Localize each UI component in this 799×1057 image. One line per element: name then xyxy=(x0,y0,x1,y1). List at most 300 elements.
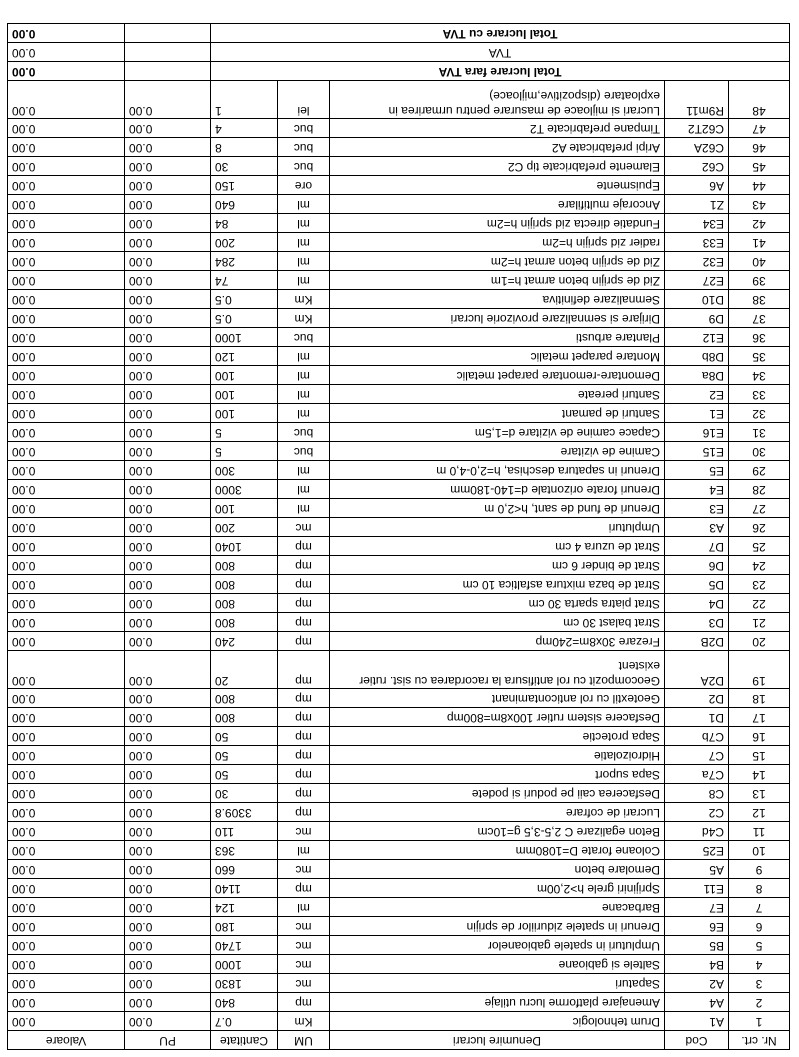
cell-cantitate: 8 xyxy=(211,138,278,157)
cell-cod: E4 xyxy=(665,480,729,499)
cell-um: buc xyxy=(278,138,330,157)
cell-cantitate: 240 xyxy=(211,632,278,651)
cell-denumire: Zid de sprijin beton armat h=2m xyxy=(330,252,665,271)
cell-valoare: 0.00 xyxy=(8,328,125,347)
cell-cod: A6 xyxy=(665,176,729,195)
cell-cantitate: 0.5 xyxy=(211,309,278,328)
table-row xyxy=(8,385,790,404)
cell-cantitate: 1740 xyxy=(211,936,278,955)
cell-um: mp xyxy=(278,803,330,822)
cell-denumire: Geocompozit cu rol antifisura la racordarea cu sist. rutier existent xyxy=(330,651,665,689)
table-row xyxy=(8,594,790,613)
cell-pu: 0.00 xyxy=(125,442,211,461)
cell-cod: D2 xyxy=(665,689,729,708)
cell-pu: 0.00 xyxy=(125,271,211,290)
cell-cantitate: 3309.8 xyxy=(211,803,278,822)
cell-cod: B5 xyxy=(665,936,729,955)
table-header-row xyxy=(8,1031,790,1050)
cell-um: mp xyxy=(278,575,330,594)
cell-cod: D7 xyxy=(665,537,729,556)
cell-pu: 0.00 xyxy=(125,157,211,176)
cell-pu: 0.00 xyxy=(125,955,211,974)
cell-pu: 0.00 xyxy=(125,309,211,328)
cell-valoare: 0.00 xyxy=(8,461,125,480)
table-row xyxy=(8,290,790,309)
header-nr: Nr. crt. xyxy=(729,1031,790,1050)
cell-nr: 35 xyxy=(729,347,790,366)
cell-valoare: 0.00 xyxy=(8,366,125,385)
table-row xyxy=(8,708,790,727)
cell-nr: 38 xyxy=(729,290,790,309)
cell-um: mp xyxy=(278,689,330,708)
cell-valoare: 0.00 xyxy=(8,594,125,613)
cell-valoare: 0.00 xyxy=(8,708,125,727)
cell-um: Km xyxy=(278,1012,330,1031)
cell-pu: 0.00 xyxy=(125,974,211,993)
table-row xyxy=(8,499,790,518)
table-row xyxy=(8,366,790,385)
cell-cantitate: 1000 xyxy=(211,328,278,347)
cell-valoare: 0.00 xyxy=(8,385,125,404)
table-row xyxy=(8,518,790,537)
cell-nr: 10 xyxy=(729,841,790,860)
cell-denumire: Drenuri in spatele ziduriilor de sprijin xyxy=(330,917,665,936)
cell-um: mc xyxy=(278,917,330,936)
cell-pu: 0.00 xyxy=(125,993,211,1012)
cell-valoare: 0.00 xyxy=(8,727,125,746)
cell-pu: 0.00 xyxy=(125,898,211,917)
cell-denumire: Umpluturi in spatele gabioanelor xyxy=(330,936,665,955)
cell-denumire: Lucrari de cofrare xyxy=(330,803,665,822)
cell-um: lei xyxy=(278,81,330,119)
cell-cantitate: 5 xyxy=(211,423,278,442)
cell-cantitate: 100 xyxy=(211,404,278,423)
cell-um: mp xyxy=(278,708,330,727)
cell-nr: 26 xyxy=(729,518,790,537)
table-row xyxy=(8,936,790,955)
cell-cantitate: 3000 xyxy=(211,480,278,499)
cell-pu: 0.00 xyxy=(125,575,211,594)
cell-nr: 46 xyxy=(729,138,790,157)
cell-denumire: Frezare 30x8m=240mp xyxy=(330,632,665,651)
cell-pu: 0.00 xyxy=(125,214,211,233)
table-row xyxy=(8,613,790,632)
cell-nr: 7 xyxy=(729,898,790,917)
cell-nr: 28 xyxy=(729,480,790,499)
cell-valoare: 0.00 xyxy=(8,442,125,461)
table-row xyxy=(8,993,790,1012)
cell-nr: 47 xyxy=(729,119,790,138)
cell-cantitate: 124 xyxy=(211,898,278,917)
cell-cod: E27 xyxy=(665,271,729,290)
cell-nr: 14 xyxy=(729,765,790,784)
total-cu-tva-value: 0.00 xyxy=(8,24,125,43)
cell-um: Km xyxy=(278,309,330,328)
cell-cod: C2 xyxy=(665,803,729,822)
table-row xyxy=(8,138,790,157)
cell-cantitate: 200 xyxy=(211,518,278,537)
cell-pu: 0.00 xyxy=(125,328,211,347)
table-row xyxy=(8,917,790,936)
cell-pu: 0.00 xyxy=(125,727,211,746)
cell-cod: E1 xyxy=(665,404,729,423)
cell-denumire: Santuri pereate xyxy=(330,385,665,404)
table-row xyxy=(8,746,790,765)
header-um: UM xyxy=(278,1031,330,1050)
table-row xyxy=(8,81,790,119)
tva-value: 0.00 xyxy=(8,43,125,62)
cell-nr: 34 xyxy=(729,366,790,385)
cell-valoare: 0.00 xyxy=(8,613,125,632)
cell-pu: 0.00 xyxy=(125,613,211,632)
cell-nr: 41 xyxy=(729,233,790,252)
cell-um: buc xyxy=(278,423,330,442)
cell-cod: C62 xyxy=(665,157,729,176)
cell-cod: C7b xyxy=(665,727,729,746)
cell-valoare: 0.00 xyxy=(8,841,125,860)
cell-denumire: Fundatie directa zid sprijin h=2m xyxy=(330,214,665,233)
cell-pu: 0.00 xyxy=(125,233,211,252)
cell-valoare: 0.00 xyxy=(8,138,125,157)
cell-um: ml xyxy=(278,271,330,290)
cell-pu: 0.00 xyxy=(125,651,211,689)
cell-denumire: Semnalizare definitiva xyxy=(330,290,665,309)
table-row xyxy=(8,556,790,575)
cell-valoare: 0.00 xyxy=(8,575,125,594)
cell-pu: 0.00 xyxy=(125,689,211,708)
cell-pu: 0.00 xyxy=(125,594,211,613)
cell-nr: 42 xyxy=(729,214,790,233)
cell-cantitate: 30 xyxy=(211,157,278,176)
cell-cantitate: 660 xyxy=(211,860,278,879)
table-row xyxy=(8,1012,790,1031)
cell-cod: C62A xyxy=(665,138,729,157)
tva-row xyxy=(8,43,790,62)
cell-um: mp xyxy=(278,594,330,613)
cell-nr: 8 xyxy=(729,879,790,898)
cell-nr: 15 xyxy=(729,746,790,765)
tva-empty xyxy=(125,43,211,62)
cell-cantitate: 800 xyxy=(211,575,278,594)
cell-nr: 11 xyxy=(729,822,790,841)
cell-valoare: 0.00 xyxy=(8,81,125,119)
cell-um: Km xyxy=(278,290,330,309)
cell-cod: D6 xyxy=(665,556,729,575)
table-row xyxy=(8,860,790,879)
cell-nr: 13 xyxy=(729,784,790,803)
cell-nr: 16 xyxy=(729,727,790,746)
cell-um: mp xyxy=(278,879,330,898)
cell-cod: D2B xyxy=(665,632,729,651)
cell-cod: B4 xyxy=(665,955,729,974)
cell-valoare: 0.00 xyxy=(8,537,125,556)
cell-pu: 0.00 xyxy=(125,708,211,727)
cell-cod: A5 xyxy=(665,860,729,879)
cell-pu: 0.00 xyxy=(125,290,211,309)
total-cu-tva-label: Total lucrare cu TVA xyxy=(211,24,790,43)
cell-cod: C8 xyxy=(665,784,729,803)
cell-denumire: Montare parapet metalic xyxy=(330,347,665,366)
cell-denumire: Drenuri forate orizontale d=140-180mm xyxy=(330,480,665,499)
cell-cantitate: 200 xyxy=(211,233,278,252)
cell-um: mp xyxy=(278,556,330,575)
cell-valoare: 0.00 xyxy=(8,974,125,993)
cell-cantitate: 50 xyxy=(211,746,278,765)
cell-cantitate: 110 xyxy=(211,822,278,841)
cell-pu: 0.00 xyxy=(125,195,211,214)
cell-denumire: Drenuri de fund de sant, h<2,0 m xyxy=(330,499,665,518)
cell-cantitate: 1 xyxy=(211,81,278,119)
cell-pu: 0.00 xyxy=(125,423,211,442)
cell-cantitate: 20 xyxy=(211,651,278,689)
cell-nr: 1 xyxy=(729,1012,790,1031)
cell-cod: D3 xyxy=(665,613,729,632)
cell-valoare: 0.00 xyxy=(8,309,125,328)
cell-um: mp xyxy=(278,993,330,1012)
cell-denumire: Ancoraje multifilare xyxy=(330,195,665,214)
cell-um: ml xyxy=(278,480,330,499)
cell-cantitate: 100 xyxy=(211,366,278,385)
cell-cod: E5 xyxy=(665,461,729,480)
table-row xyxy=(8,651,790,689)
cell-valoare: 0.00 xyxy=(8,233,125,252)
header-cod: Cod xyxy=(665,1031,729,1050)
cell-cantitate: 4 xyxy=(211,119,278,138)
cell-nr: 29 xyxy=(729,461,790,480)
cell-pu: 0.00 xyxy=(125,480,211,499)
cell-nr: 32 xyxy=(729,404,790,423)
cell-pu: 0.00 xyxy=(125,176,211,195)
cell-cod: C7 xyxy=(665,746,729,765)
cell-cantitate: 1140 xyxy=(211,879,278,898)
cell-denumire: Strat de uzura 4 cm xyxy=(330,537,665,556)
cell-denumire: Demolare beton xyxy=(330,860,665,879)
cell-um: buc xyxy=(278,442,330,461)
table-row xyxy=(8,271,790,290)
cell-valoare: 0.00 xyxy=(8,423,125,442)
cell-nr: 22 xyxy=(729,594,790,613)
cell-denumire: Amenajare platforme lucru utilaje xyxy=(330,993,665,1012)
table-row xyxy=(8,480,790,499)
cell-nr: 36 xyxy=(729,328,790,347)
header-valoare: Valoare xyxy=(8,1031,125,1050)
cell-cantitate: 800 xyxy=(211,613,278,632)
cell-cod: D2A xyxy=(665,651,729,689)
table-row xyxy=(8,974,790,993)
cell-valoare: 0.00 xyxy=(8,271,125,290)
cell-cod: C4d xyxy=(665,822,729,841)
cell-um: mp xyxy=(278,784,330,803)
cell-denumire: Plantare arbusti xyxy=(330,328,665,347)
cell-valoare: 0.00 xyxy=(8,518,125,537)
cell-cod: D9 xyxy=(665,309,729,328)
cell-pu: 0.00 xyxy=(125,366,211,385)
cell-valoare: 0.00 xyxy=(8,879,125,898)
cell-denumire: Hidroizolatie xyxy=(330,746,665,765)
total-fara-tva-row xyxy=(8,62,790,81)
total-cu-tva-row xyxy=(8,24,790,43)
header-pu: PU xyxy=(125,1031,211,1050)
cell-nr: 17 xyxy=(729,708,790,727)
cell-pu: 0.00 xyxy=(125,138,211,157)
cell-denumire: Capace camine de vizitare d=1,5m xyxy=(330,423,665,442)
cell-um: ml xyxy=(278,233,330,252)
cell-cod: A1 xyxy=(665,1012,729,1031)
cell-cod: C7a xyxy=(665,765,729,784)
total-cu-tva-empty xyxy=(125,24,211,43)
cell-cantitate: 84 xyxy=(211,214,278,233)
cell-cod: E12 xyxy=(665,328,729,347)
cell-valoare: 0.00 xyxy=(8,784,125,803)
cell-um: ml xyxy=(278,252,330,271)
cell-cantitate: 50 xyxy=(211,765,278,784)
cell-um: mc xyxy=(278,974,330,993)
cell-cantitate: 1040 xyxy=(211,537,278,556)
cell-valoare: 0.00 xyxy=(8,955,125,974)
cell-cantitate: 0.5 xyxy=(211,290,278,309)
cell-denumire: Geotextil cu rol anticontaminant xyxy=(330,689,665,708)
cell-valoare: 0.00 xyxy=(8,157,125,176)
cell-denumire: Strat de baza mixtura asfaltica 10 cm xyxy=(330,575,665,594)
cell-cantitate: 800 xyxy=(211,708,278,727)
cell-valoare: 0.00 xyxy=(8,499,125,518)
cell-cod: D5 xyxy=(665,575,729,594)
cell-pu: 0.00 xyxy=(125,556,211,575)
cell-pu: 0.00 xyxy=(125,119,211,138)
cell-denumire: radier zid sprijin h=2m xyxy=(330,233,665,252)
cell-um: ore xyxy=(278,176,330,195)
cell-pu: 0.00 xyxy=(125,936,211,955)
cell-nr: 19 xyxy=(729,651,790,689)
cell-cantitate: 800 xyxy=(211,594,278,613)
cell-um: mp xyxy=(278,746,330,765)
cell-um: ml xyxy=(278,347,330,366)
cell-nr: 48 xyxy=(729,81,790,119)
cell-denumire: Barbacane xyxy=(330,898,665,917)
table-row xyxy=(8,537,790,556)
table-row xyxy=(8,442,790,461)
cell-um: buc xyxy=(278,119,330,138)
cell-pu: 0.00 xyxy=(125,461,211,480)
cell-valoare: 0.00 xyxy=(8,290,125,309)
table-row xyxy=(8,955,790,974)
table-row xyxy=(8,803,790,822)
table-row xyxy=(8,195,790,214)
cell-nr: 43 xyxy=(729,195,790,214)
cell-pu: 0.00 xyxy=(125,404,211,423)
cell-nr: 39 xyxy=(729,271,790,290)
cell-cod: R9m11 xyxy=(665,81,729,119)
cell-valoare: 0.00 xyxy=(8,1012,125,1031)
cell-pu: 0.00 xyxy=(125,803,211,822)
table-row xyxy=(8,898,790,917)
table-row xyxy=(8,176,790,195)
cell-denumire: Zid de sprijin beton armat h=1m xyxy=(330,271,665,290)
cell-um: ml xyxy=(278,841,330,860)
cell-denumire: Epuismente xyxy=(330,176,665,195)
header-denumire: Denumire lucrari xyxy=(330,1031,665,1050)
cell-um: ml xyxy=(278,404,330,423)
cell-denumire: Drenuri in sapatura deschisa, h=2,0-4,0 m xyxy=(330,461,665,480)
cell-um: ml xyxy=(278,461,330,480)
cell-um: mp xyxy=(278,537,330,556)
cell-cod: A4 xyxy=(665,993,729,1012)
cell-nr: 40 xyxy=(729,252,790,271)
cell-nr: 18 xyxy=(729,689,790,708)
table-row xyxy=(8,423,790,442)
cell-valoare: 0.00 xyxy=(8,689,125,708)
table-row xyxy=(8,233,790,252)
cell-cantitate: 100 xyxy=(211,499,278,518)
cell-cantitate: 1000 xyxy=(211,955,278,974)
cell-valoare: 0.00 xyxy=(8,347,125,366)
cell-cod: D1 xyxy=(665,708,729,727)
cell-nr: 44 xyxy=(729,176,790,195)
cell-valoare: 0.00 xyxy=(8,822,125,841)
tva-label: TVA xyxy=(211,43,790,62)
cell-cod: A3 xyxy=(665,518,729,537)
cell-um: mc xyxy=(278,518,330,537)
cell-valoare: 0.00 xyxy=(8,119,125,138)
cell-cod: E15 xyxy=(665,442,729,461)
cell-valoare: 0.00 xyxy=(8,917,125,936)
cell-denumire: Desfacere sistem rutier 100x8m=800mp xyxy=(330,708,665,727)
header-cantitate: Cantitate xyxy=(211,1031,278,1050)
cell-cantitate: 120 xyxy=(211,347,278,366)
table-row xyxy=(8,765,790,784)
cell-cantitate: 5 xyxy=(211,442,278,461)
cell-valoare: 0.00 xyxy=(8,860,125,879)
cell-denumire: Sprijiniri grele h>2,00m xyxy=(330,879,665,898)
cell-valoare: 0.00 xyxy=(8,898,125,917)
cell-denumire: Umpluturi xyxy=(330,518,665,537)
cell-cantitate: 640 xyxy=(211,195,278,214)
cell-um: mc xyxy=(278,822,330,841)
cell-cantitate: 150 xyxy=(211,176,278,195)
cell-valoare: 0.00 xyxy=(8,252,125,271)
cell-nr: 20 xyxy=(729,632,790,651)
cell-valoare: 0.00 xyxy=(8,214,125,233)
cell-pu: 0.00 xyxy=(125,784,211,803)
table-row xyxy=(8,309,790,328)
table-row xyxy=(8,727,790,746)
cell-cod: E33 xyxy=(665,233,729,252)
cell-cantitate: 100 xyxy=(211,385,278,404)
cell-denumire: Beton egalizare C 2,5-3,5 g=10cm xyxy=(330,822,665,841)
cell-nr: 4 xyxy=(729,955,790,974)
table-row xyxy=(8,632,790,651)
cell-um: mc xyxy=(278,955,330,974)
table-row xyxy=(8,214,790,233)
cell-valoare: 0.00 xyxy=(8,746,125,765)
cell-cantitate: 284 xyxy=(211,252,278,271)
total-fara-tva-label: Total lucrare fara TVA xyxy=(211,62,790,81)
cell-um: buc xyxy=(278,328,330,347)
cell-um: buc xyxy=(278,157,330,176)
cell-pu: 0.00 xyxy=(125,252,211,271)
table-row xyxy=(8,841,790,860)
cell-nr: 24 xyxy=(729,556,790,575)
cell-cantitate: 1830 xyxy=(211,974,278,993)
cell-nr: 9 xyxy=(729,860,790,879)
table-row xyxy=(8,347,790,366)
cell-cod: E32 xyxy=(665,252,729,271)
cell-pu: 0.00 xyxy=(125,518,211,537)
table-row xyxy=(8,119,790,138)
cell-um: mp xyxy=(278,651,330,689)
cell-cod: E2 xyxy=(665,385,729,404)
cell-um: mp xyxy=(278,727,330,746)
